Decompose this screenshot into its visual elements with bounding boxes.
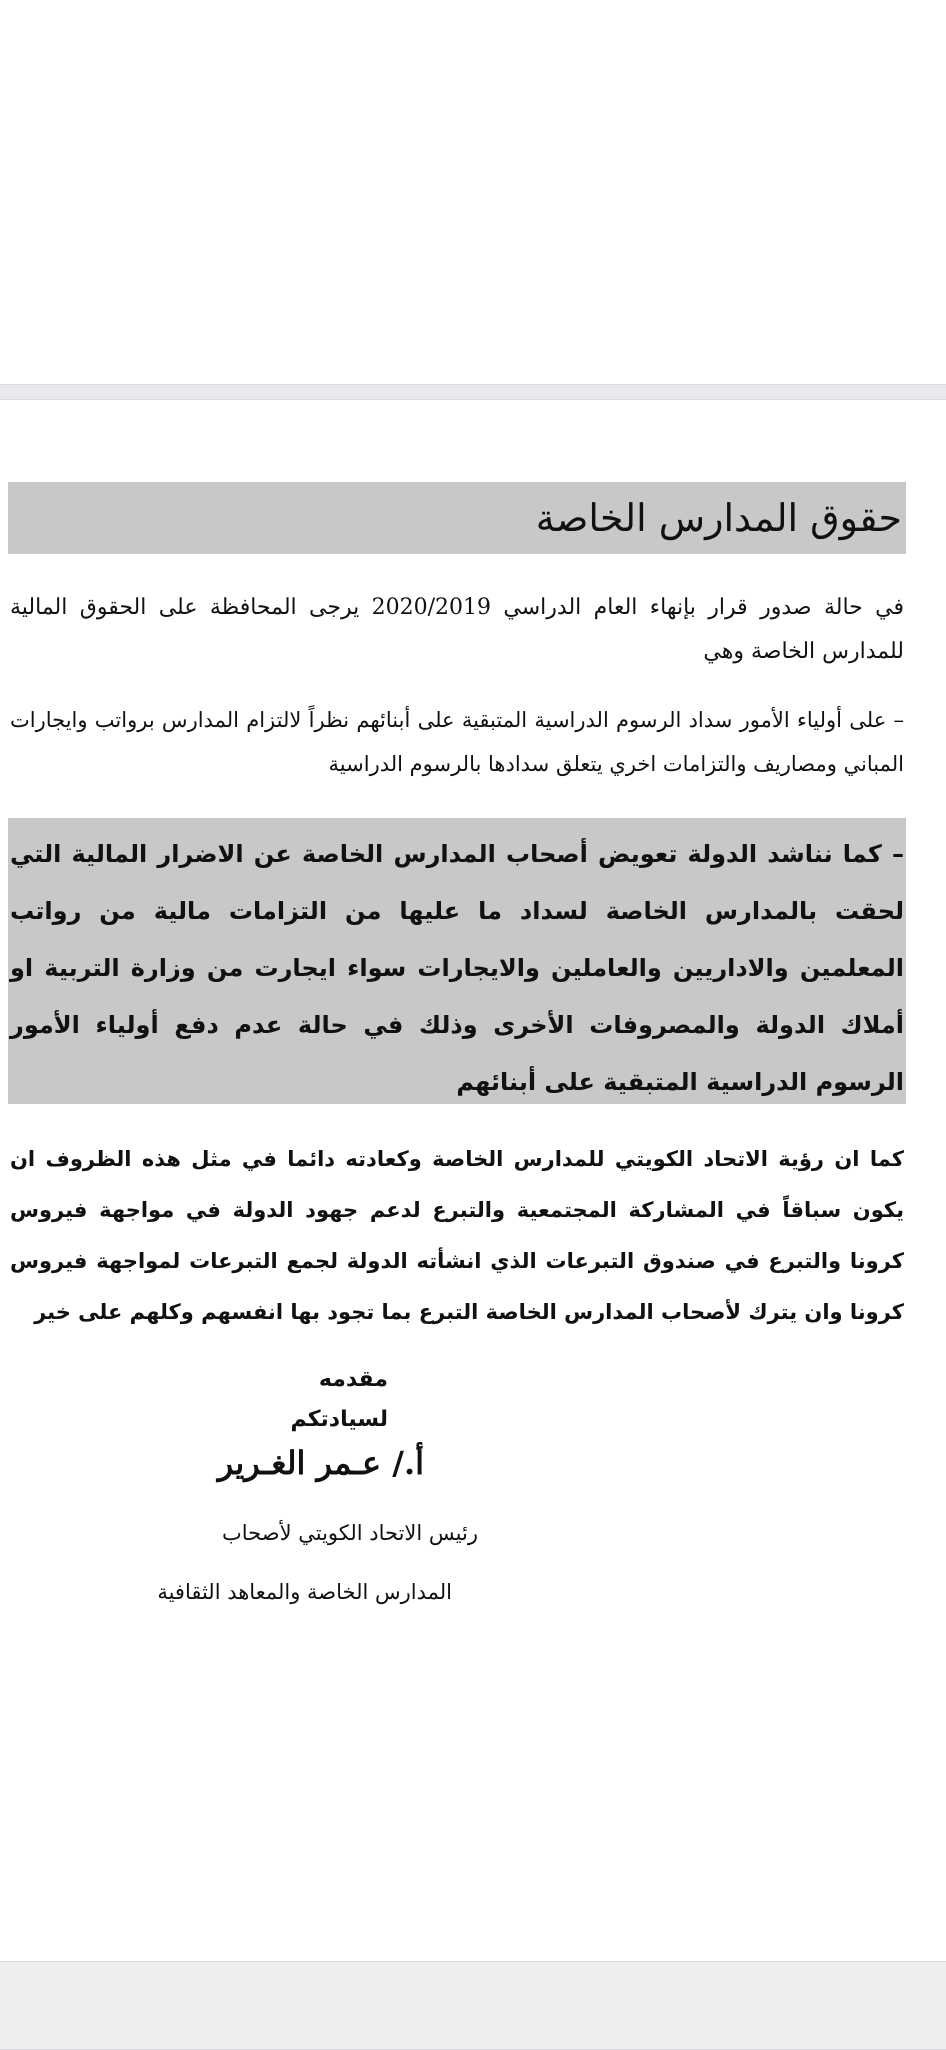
page-separator-bottom (0, 1961, 946, 2050)
parents-clause-paragraph: – على أولياء الأمور سداد الرسوم الدراسية المتبقية على أبنائهم نظراً لالتزام المدارس برواتب وايجارات المباني ومصاريف والتزامات اخري يتعلق سدادها بالرسوم الدراسية (10, 708, 904, 776)
signer-name: أ./ عـمر الغـرير (217, 1444, 424, 1482)
closing-line: مقدمه لسيادتكم (290, 1367, 388, 1432)
signer-title-line-1: رئيس الاتحاد الكويتي لأصحاب (222, 1521, 478, 1545)
signer-title-line-2: المدارس الخاصة والمعاهد الثقافية (157, 1580, 452, 1604)
title-banner (8, 482, 906, 554)
union-vision-paragraph: كما ان رؤية الاتحاد الكويتي للمدارس الخاصة وكعادته دائما في مثل هذه الظروف ان يكون سباقاً في المشاركة المجتمعية والتبرع لدعم جهود الدولة في مواجهة فيروس كرونا والتبرع في صندوق التبرعات الذي انشأته الدولة لجمع التبرعات لمواجهة فيروس كرونا وان يترك لأصحاب المدارس الخاصة التبرع بما تجود بها انفسهم وكلهم على خير (10, 1147, 904, 1324)
document-title: حقوق المدارس الخاصة (535, 496, 902, 540)
page-separator-top (0, 384, 946, 400)
intro-paragraph: في حالة صدور قرار بإنهاء العام الدراسي 2020/2019 يرجى المحافظة على الحقوق المالية للمدارس الخاصة وهي (10, 595, 904, 664)
blank-page-area (0, 0, 946, 384)
state-compensation-paragraph: – كما نناشد الدولة تعويض أصحاب المدارس الخاصة عن الاضرار المالية التي لحقت بالمدارس الخاصة لسداد ما عليها من التزامات مالية من رواتب المعلمين والاداريين والعاملين والايجارات سواء ايجارت من وزارة التربية او أملاك الدولة والمصروفات الأخرى وذلك في حالة عدم دفع أولياء الأمور الرسوم الدراسية المتبقية على أبنائهم (10, 840, 904, 1096)
